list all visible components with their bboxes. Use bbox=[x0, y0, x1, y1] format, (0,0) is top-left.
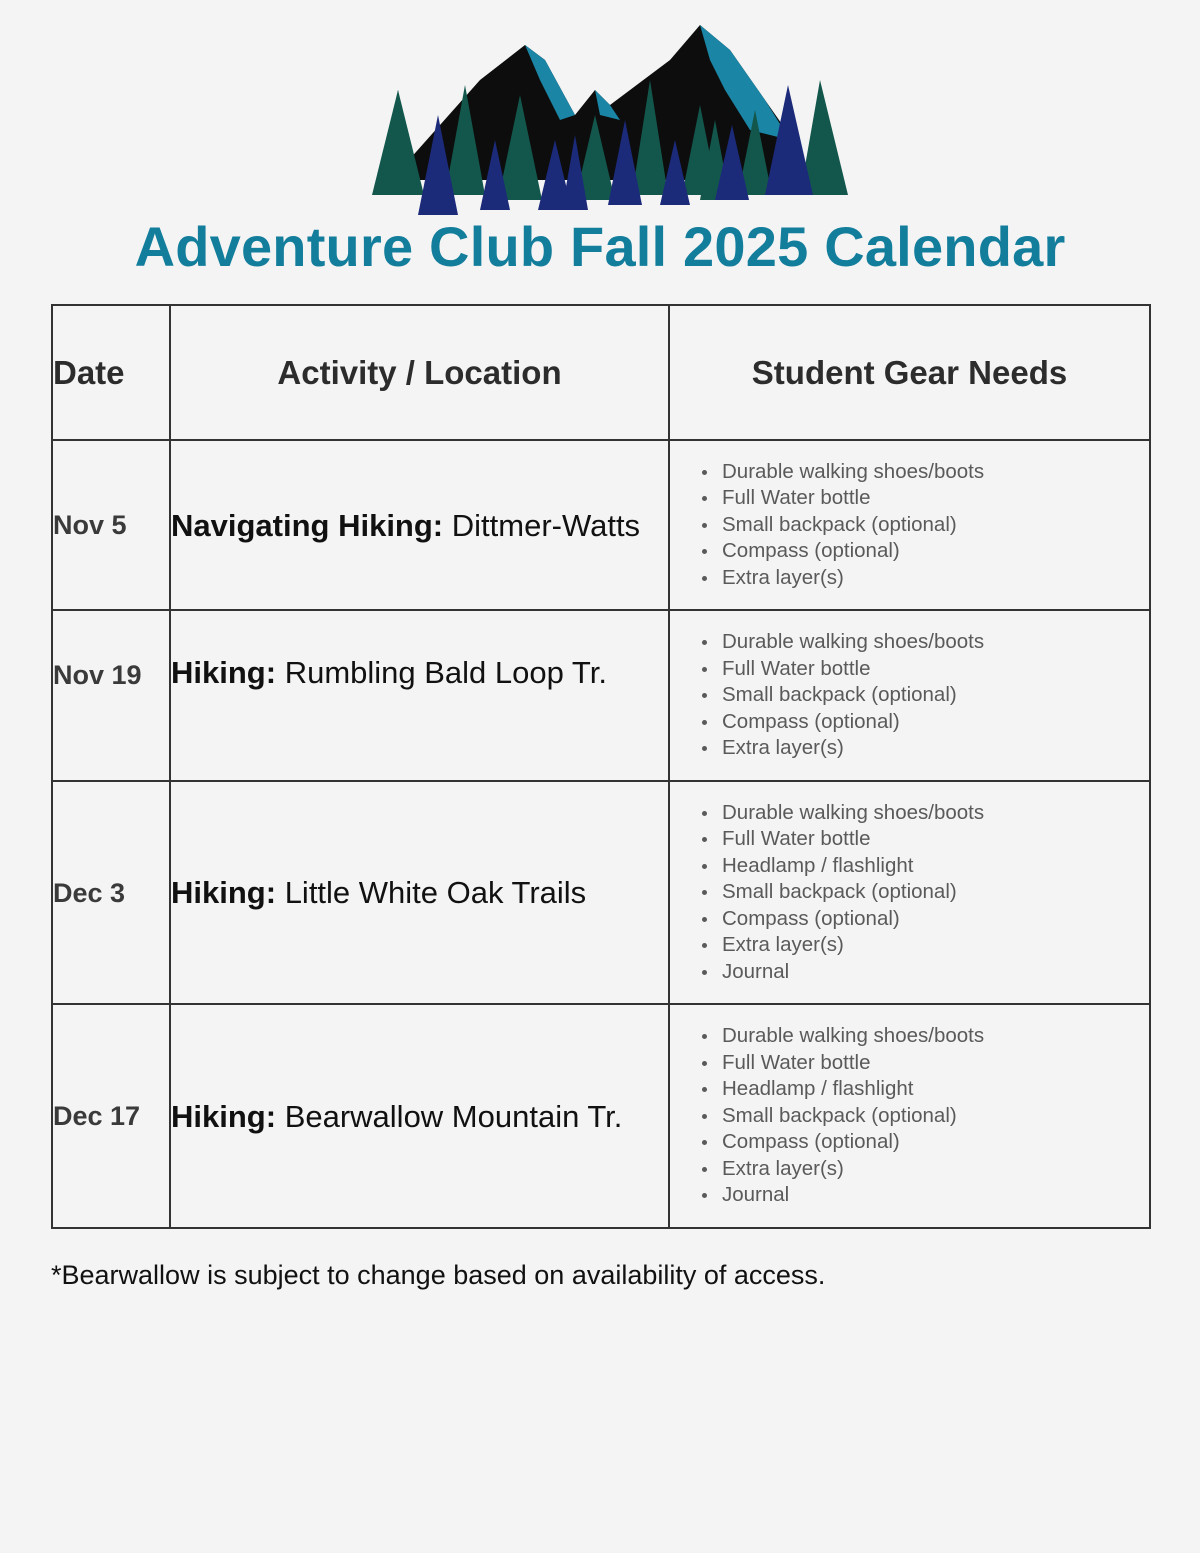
row-date: Nov 19 bbox=[52, 610, 170, 781]
gear-item: Compass (optional) bbox=[722, 1129, 1149, 1156]
gear-item: Full Water bottle bbox=[722, 485, 1149, 512]
row-activity bbox=[170, 610, 669, 781]
table-row bbox=[52, 440, 1150, 610]
gear-item: Small backpack (optional) bbox=[722, 879, 1149, 906]
row-date: Nov 5 bbox=[52, 440, 170, 610]
row-gear bbox=[669, 440, 1150, 610]
gear-list bbox=[670, 459, 1149, 592]
gear-item: Full Water bottle bbox=[722, 656, 1149, 683]
table-row bbox=[52, 1004, 1150, 1228]
gear-item: Headlamp / flashlight bbox=[722, 1076, 1149, 1103]
activity-type: Navigating Hiking: bbox=[171, 507, 444, 543]
calendar-table bbox=[51, 304, 1151, 1229]
activity-type: Hiking: bbox=[171, 875, 277, 910]
gear-item: Extra layer(s) bbox=[722, 735, 1149, 762]
gear-list bbox=[670, 800, 1149, 986]
row-date: Dec 3 bbox=[52, 781, 170, 1004]
table-row bbox=[52, 610, 1150, 781]
table-header-row bbox=[52, 305, 1150, 440]
gear-list bbox=[670, 629, 1149, 762]
gear-item: Small backpack (optional) bbox=[722, 512, 1149, 539]
gear-item: Durable walking shoes/boots bbox=[722, 1023, 1149, 1050]
gear-item: Full Water bottle bbox=[722, 826, 1149, 853]
gear-item: Full Water bottle bbox=[722, 1050, 1149, 1077]
gear-item: Small backpack (optional) bbox=[722, 682, 1149, 709]
gear-item: Extra layer(s) bbox=[722, 1156, 1149, 1183]
gear-item: Compass (optional) bbox=[722, 538, 1149, 565]
gear-item: Headlamp / flashlight bbox=[722, 853, 1149, 880]
gear-item: Journal bbox=[722, 959, 1149, 986]
row-activity bbox=[170, 1004, 669, 1228]
gear-item: Compass (optional) bbox=[722, 709, 1149, 736]
row-gear bbox=[669, 1004, 1150, 1228]
gear-item: Durable walking shoes/boots bbox=[722, 629, 1149, 656]
gear-item: Journal bbox=[722, 1182, 1149, 1209]
activity-location: Bearwallow Mountain Tr. bbox=[284, 1098, 623, 1134]
gear-list bbox=[670, 1023, 1149, 1209]
footnote: *Bearwallow is subject to change based on availability of access. bbox=[51, 1260, 826, 1290]
mountain-logo-icon bbox=[370, 20, 852, 216]
page-title: Adventure Club Fall 2025 Calendar bbox=[134, 215, 1066, 278]
row-activity bbox=[170, 781, 669, 1004]
row-gear bbox=[669, 781, 1150, 1004]
header-date: Date bbox=[52, 305, 170, 440]
gear-item: Compass (optional) bbox=[722, 906, 1149, 933]
activity-location: Little White Oak Trails bbox=[284, 875, 587, 910]
header-gear: Student Gear Needs bbox=[669, 305, 1150, 440]
row-date: Dec 17 bbox=[52, 1004, 170, 1228]
header-activity: Activity / Location bbox=[170, 305, 669, 440]
activity-location: Rumbling Bald Loop Tr. bbox=[284, 655, 607, 690]
gear-item: Extra layer(s) bbox=[722, 932, 1149, 959]
gear-item: Small backpack (optional) bbox=[722, 1103, 1149, 1130]
activity-type: Hiking: bbox=[171, 655, 277, 690]
gear-item: Extra layer(s) bbox=[722, 565, 1149, 592]
row-gear bbox=[669, 610, 1150, 781]
gear-item: Durable walking shoes/boots bbox=[722, 459, 1149, 486]
activity-type: Hiking: bbox=[171, 1098, 277, 1134]
activity-location: Dittmer-Watts bbox=[451, 507, 641, 543]
gear-item: Durable walking shoes/boots bbox=[722, 800, 1149, 827]
row-activity bbox=[170, 440, 669, 610]
table-row bbox=[52, 781, 1150, 1004]
